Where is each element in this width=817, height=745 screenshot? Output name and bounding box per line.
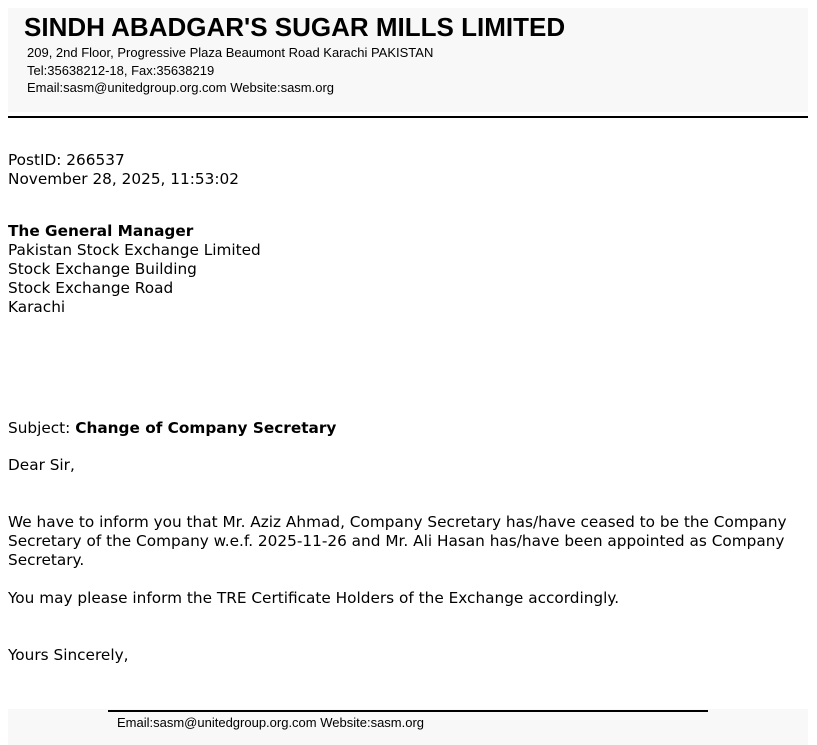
company-email-website: Email:sasm@unitedgroup.org.com Website:sasm.org <box>27 80 335 95</box>
letter-paragraph-1: We have to inform you that Mr. Aziz Ahmad, Company Secretary has/have ceased to be the Company Secretary of the Company w.e.f. 2025-11-26 and Mr. Ali Hasan has/have been appointed as Company Secretary. <box>8 513 787 569</box>
company-name: SINDH ABADGAR'S SUGAR MILLS LIMITED <box>24 12 566 42</box>
company-tel-fax: Tel:35638212-18, Fax:35638219 <box>27 63 215 78</box>
recipient-road: Stock Exchange Road <box>8 279 174 297</box>
subject-line <box>8 419 336 438</box>
subject-text: Change of Company Secretary <box>75 419 337 437</box>
recipient-city: Karachi <box>8 298 66 316</box>
footer-email-website: Email:sasm@unitedgroup.org.com Website:sasm.org <box>117 715 425 730</box>
recipient-title: The General Manager <box>8 222 194 240</box>
header-divider <box>8 116 808 118</box>
closing: Yours Sincerely, <box>8 646 129 664</box>
subject-label: Subject: <box>8 419 71 437</box>
recipient-building: Stock Exchange Building <box>8 260 197 278</box>
post-datetime: November 28, 2025, 11:53:02 <box>8 170 239 188</box>
recipient-organization: Pakistan Stock Exchange Limited <box>8 241 261 259</box>
letterhead <box>8 8 808 112</box>
footer-divider <box>108 710 708 712</box>
letter-paragraph-2: You may please inform the TRE Certificate Holders of the Exchange accordingly. <box>8 589 620 607</box>
company-address: 209, 2nd Floor, Progressive Plaza Beaumont Road Karachi PAKISTAN <box>27 45 434 60</box>
post-id: PostID: 266537 <box>8 151 125 169</box>
salutation: Dear Sir, <box>8 456 75 474</box>
